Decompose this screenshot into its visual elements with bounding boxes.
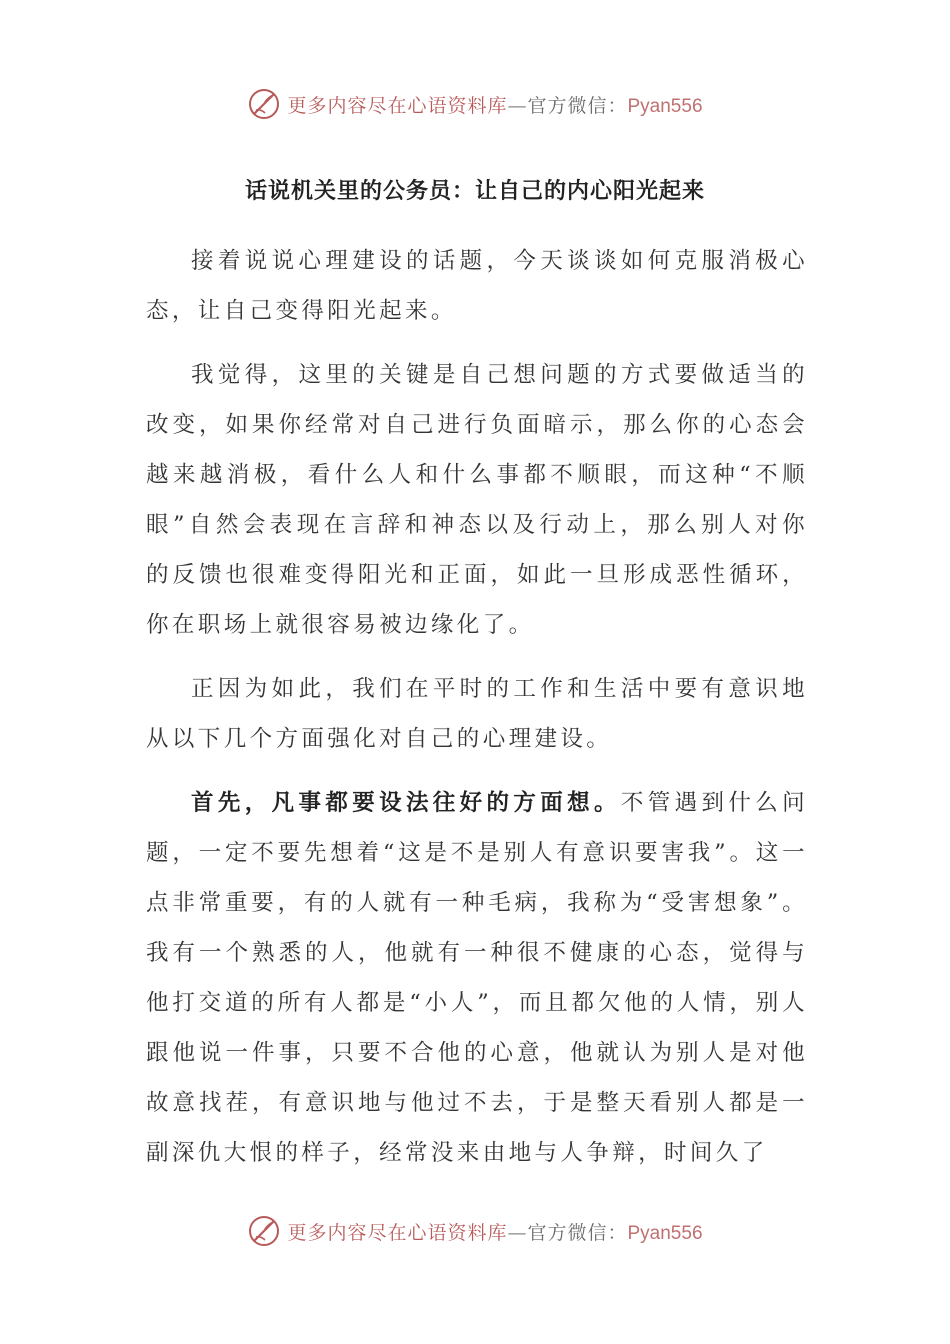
footer-banner bbox=[0, 1211, 950, 1251]
document-title: 话说机关里的公务员：让自己的内心阳光起来 bbox=[244, 178, 705, 204]
banner-wechat-handle: Pyan556 bbox=[627, 95, 703, 117]
banner-text bbox=[287, 1218, 702, 1245]
paragraph-4 bbox=[146, 778, 808, 1178]
banner-site-text: 更多内容尽在心语资料库 bbox=[287, 1221, 508, 1244]
document-body bbox=[146, 236, 808, 1192]
paragraph-3: 正因为如此，我们在平时的工作和生活中要有意识地从以下几个方面强化对自己的心理建设。 bbox=[146, 676, 808, 752]
quill-pen-logo-icon bbox=[247, 87, 281, 121]
paragraph-2: 我觉得，这里的关键是自己想问题的方式要做适当的改变，如果你经常对自己进行负面暗示，那么你的心态会越来越消极，看什么人和什么事都不顺眼，而这种“不顺眼”自然会表现在言辞和神态以及行动上，那么别人对你的反馈也很难变得阳光和正面，如此一旦形成恶性循环，你在职场上就很容易被边缘化了。 bbox=[146, 362, 808, 638]
paragraph-4-text: 不管遇到什么问题，一定不要先想着“这是不是别人有意识要害我”。这一点非常重要，有的人就有一种毛病，我称为“受害想象”。我有一个熟悉的人，他就有一种很不健康的心态，觉得与他打交道的所有人都是“小人”，而且都欠他的人情，别人跟他说一件事，只要不合他的心意，他就认为别人是对他故意找茬，有意识地与他过不去，于是整天看别人都是一副深仇大恨的样子，经常没来由地与人争辩，时间久了 bbox=[146, 790, 808, 1166]
banner-separator: — bbox=[507, 94, 528, 117]
banner-wechat-label: 官方微信： bbox=[527, 1221, 628, 1244]
banner-wechat-handle: Pyan556 bbox=[627, 1222, 703, 1244]
quill-pen-logo-icon bbox=[247, 1214, 281, 1248]
banner-site-text: 更多内容尽在心语资料库 bbox=[287, 94, 508, 117]
banner-separator: — bbox=[507, 1221, 528, 1244]
paragraph-4-bold-lead: 首先，凡事都要设法往好的方面想。 bbox=[191, 790, 621, 816]
paragraph-1: 接着说说心理建设的话题，今天谈谈如何克服消极心态，让自己变得阳光起来。 bbox=[146, 248, 808, 324]
banner-wechat-label: 官方微信： bbox=[527, 94, 628, 117]
header-banner bbox=[0, 84, 950, 124]
banner-text bbox=[287, 91, 702, 118]
